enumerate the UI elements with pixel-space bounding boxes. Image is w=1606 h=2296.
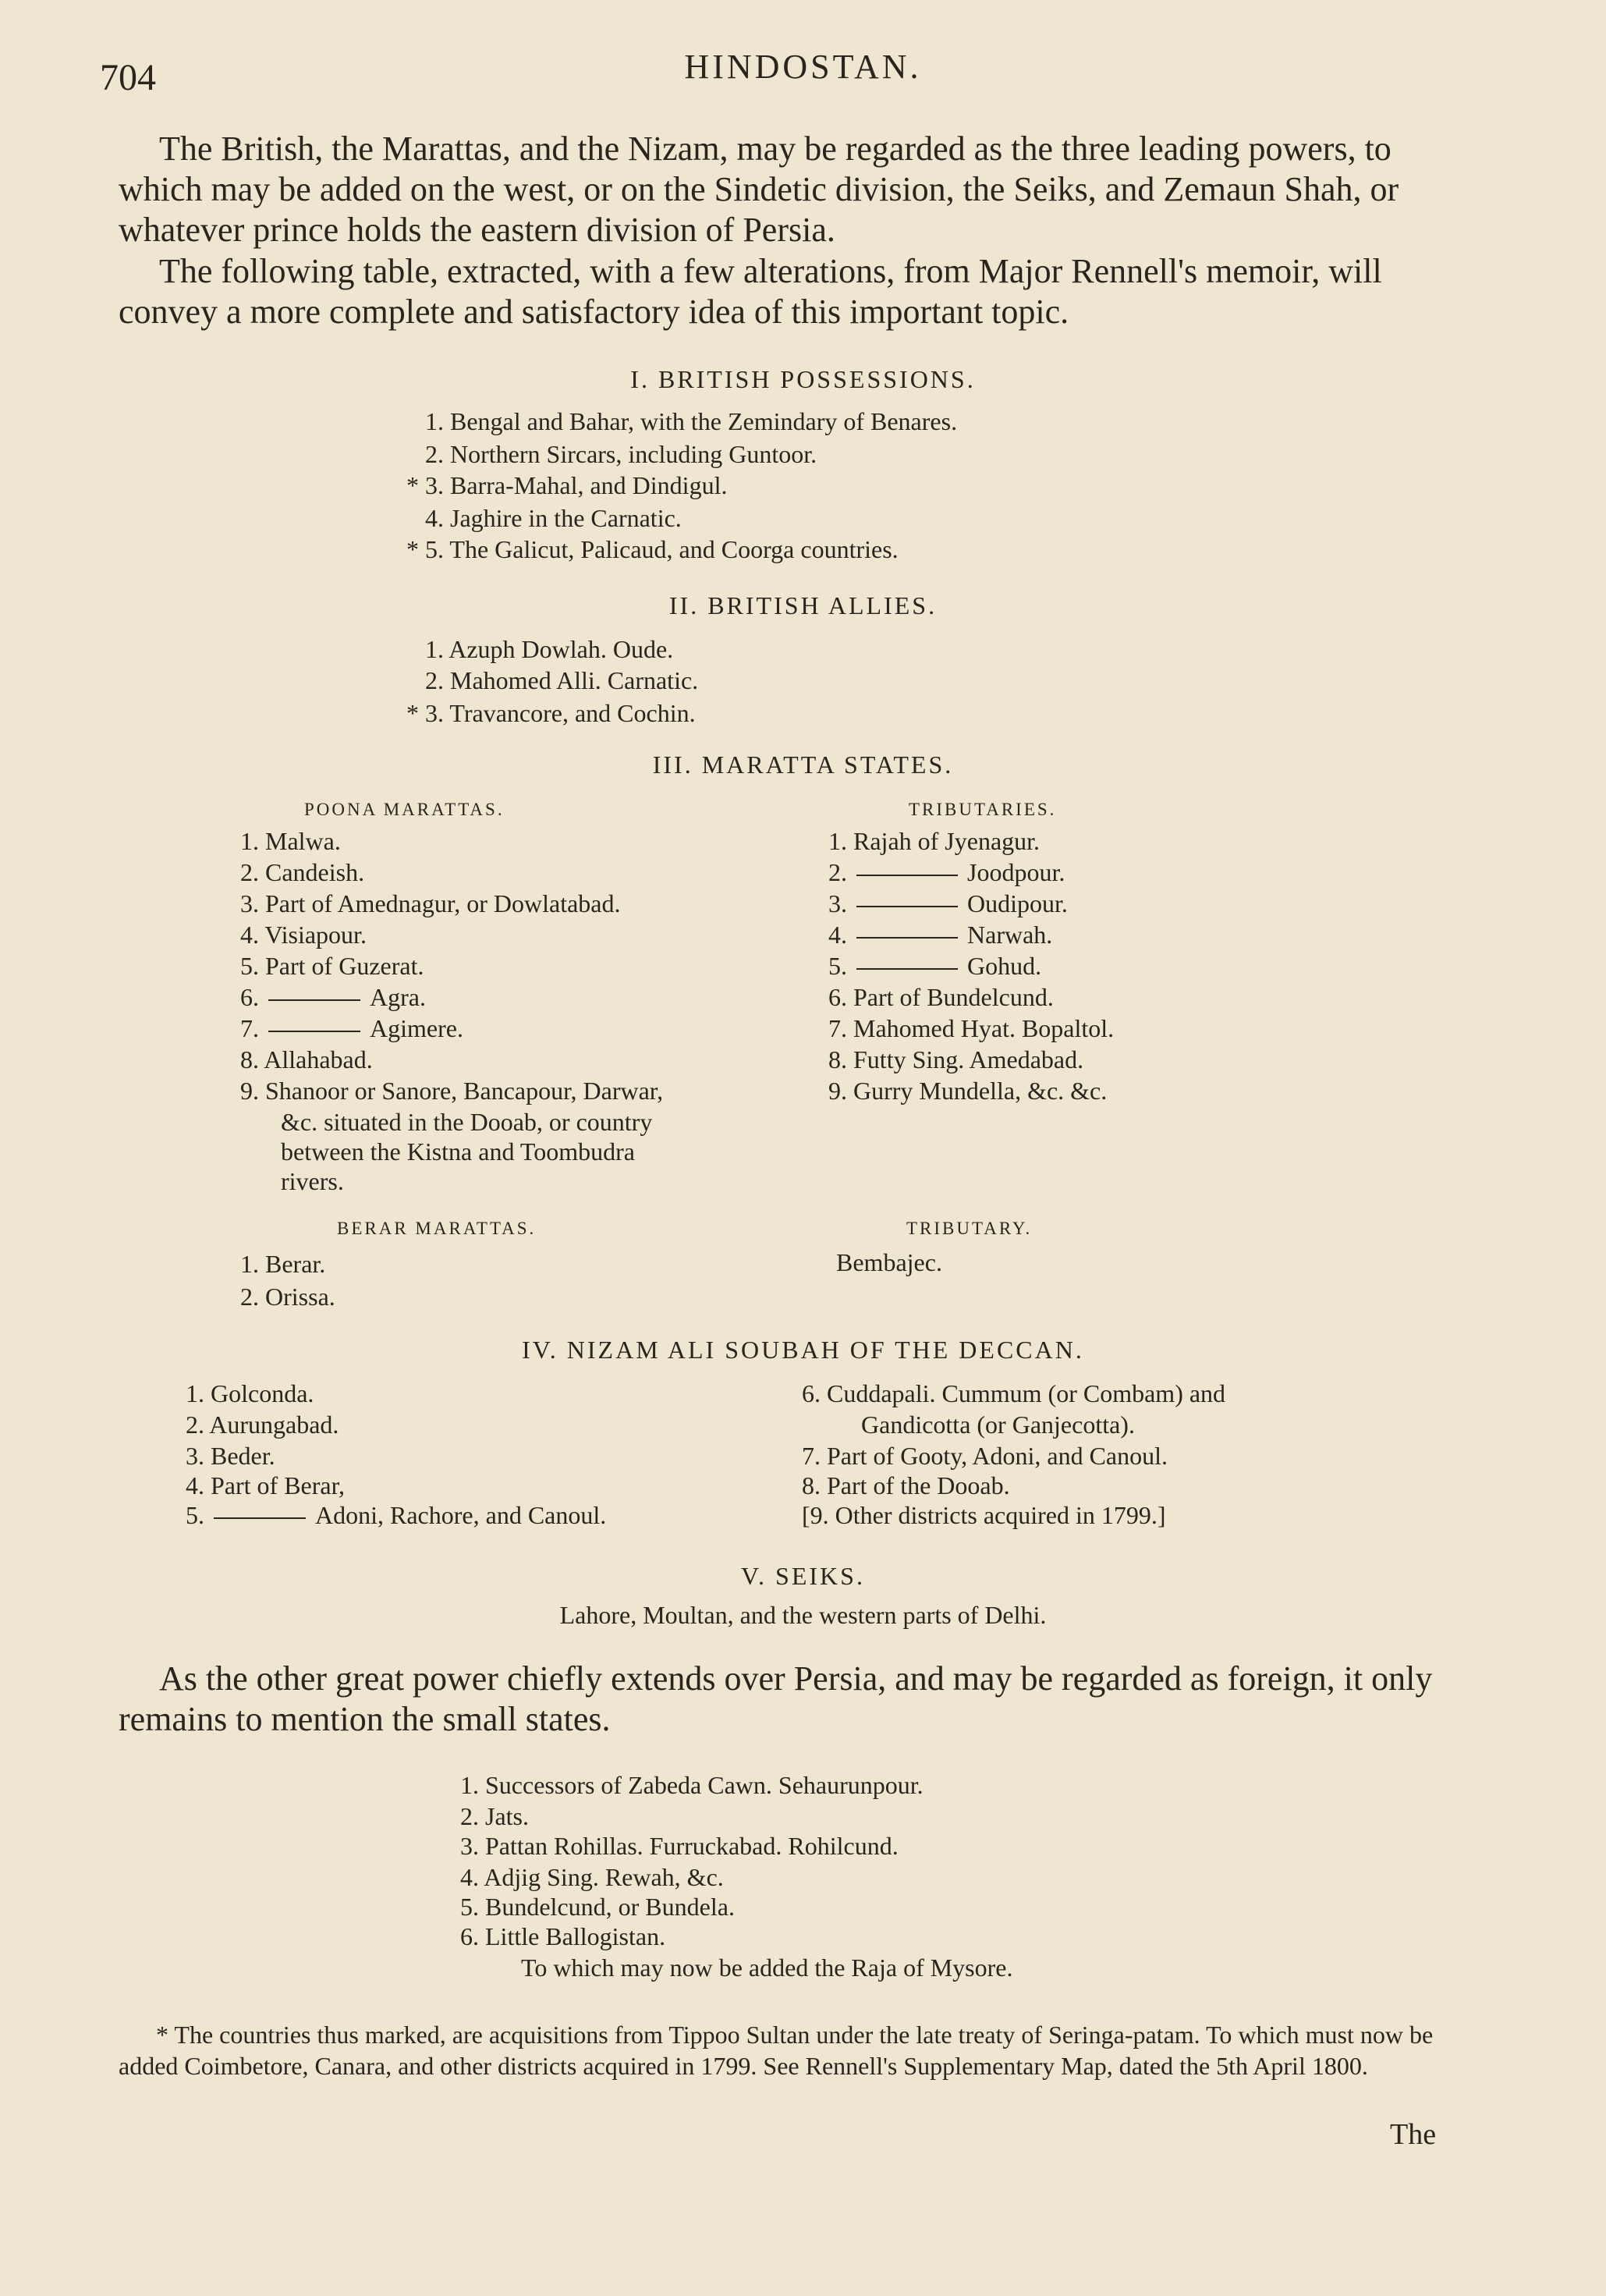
- section-heading-british-allies: II. BRITISH ALLIES.: [668, 591, 938, 619]
- intro-paragraph-2: The following table, extracted, with a few alterations, from Major Rennell's memoir, will convey a more complete and satisfactory idea of this important topic.: [119, 252, 1382, 331]
- list-item: 4. Part of Berar,: [186, 1471, 345, 1499]
- list-item: 2. Joodpour.: [828, 858, 1065, 886]
- subheading-poona-marattas: POONA MARATTAS.: [304, 800, 505, 819]
- list-item: 7. Part of Gooty, Adoni, and Canoul.: [802, 1442, 1168, 1470]
- list-item: 2. Orissa.: [240, 1283, 335, 1311]
- intro-paragraph-1: The British, the Marattas, and the Nizam, may be regarded as the three leading powers, to which may be added on the west, or on the Sindetic division, the Seiks, and Zemaun Shah, or whatever prince holds the eastern division of Persia.: [119, 130, 1399, 249]
- list-item: 6. Cuddapali. Cummum (or Combam) and: [802, 1379, 1226, 1407]
- list-item: 1. Azuph Dowlah. Oude.: [425, 635, 674, 663]
- list-item-continuation: Gandicotta (or Ganjecotta).: [861, 1411, 1135, 1439]
- list-item: 5. Part of Guzerat.: [240, 952, 424, 980]
- list-item: 1. Bengal and Bahar, with the Zemindary of Benares.: [425, 407, 958, 435]
- subheading-berar-marattas: BERAR MARATTAS.: [337, 1219, 537, 1238]
- list-item: 1. Successors of Zabeda Cawn. Sehaurunpour.: [460, 1771, 924, 1799]
- section-heading-british-possessions: I. BRITISH POSSESSIONS.: [630, 365, 976, 393]
- section-heading-seiks: V. SEIKS.: [741, 1562, 865, 1590]
- running-head: HINDOSTAN.: [684, 48, 922, 86]
- list-item: 1. Golconda.: [186, 1379, 314, 1407]
- list-item: 3. Beder.: [186, 1442, 275, 1470]
- list-item: 1. Malwa.: [240, 827, 341, 855]
- seiks-text: Lahore, Moultan, and the western parts of Delhi.: [559, 1601, 1047, 1629]
- section-heading-maratta-states: III. MARATTA STATES.: [652, 751, 954, 779]
- subheading-tributary: TRIBUTARY.: [906, 1219, 1033, 1238]
- list-item-continuation: between the Kistna and Toombudra: [281, 1137, 635, 1166]
- list-item: 9. Shanoor or Sanore, Bancapour, Darwar,: [240, 1077, 664, 1105]
- small-states-addendum: To which may now be added the Raja of Mysore.: [521, 1954, 1013, 1982]
- list-item-continuation: &c. situated in the Dooab, or country: [281, 1108, 653, 1136]
- section-heading-nizam: IV. NIZAM ALI SOUBAH OF THE DECCAN.: [522, 1336, 1084, 1364]
- tributary-text: Bembajec.: [836, 1248, 942, 1276]
- list-item: * 3. Barra-Mahal, and Dindigul.: [406, 471, 728, 499]
- footnote: * The countries thus marked, are acquisitions from Tippoo Sultan under the late treaty of Seringa-patam. To which must now be added Coimbetore, Canara, and other districts acquired in 1799. See Rennell's Supplementary Map, dated the 5th April 1800.: [119, 2021, 1434, 2080]
- list-item: 1. Rajah of Jyenagur.: [828, 827, 1041, 855]
- list-item: 4. Jaghire in the Carnatic.: [425, 504, 682, 532]
- list-item: 8. Allahabad.: [240, 1045, 373, 1073]
- subheading-tributaries: TRIBUTARIES.: [909, 800, 1057, 819]
- list-item: 2. Jats.: [460, 1802, 529, 1830]
- page-number: 704: [100, 57, 156, 98]
- list-item: 7. Mahomed Hyat. Bopaltol.: [828, 1014, 1115, 1042]
- list-item: * 5. The Galicut, Palicaud, and Coorga countries.: [406, 535, 899, 563]
- list-item: 2. Mahomed Alli. Carnatic.: [425, 666, 699, 694]
- list-item: 5. Gohud.: [828, 952, 1042, 980]
- list-item-continuation: rivers.: [281, 1167, 344, 1195]
- list-item: 4. Visiapour.: [240, 921, 367, 949]
- list-item: 5. Adoni, Rachore, and Canoul.: [186, 1501, 607, 1529]
- list-item: 6. Part of Bundelcund.: [828, 983, 1054, 1011]
- list-item: 8. Part of the Dooab.: [802, 1471, 1010, 1499]
- list-item: 9. Gurry Mundella, &c. &c.: [828, 1077, 1108, 1105]
- list-item: 1. Berar.: [240, 1250, 326, 1278]
- list-item: 4. Narwah.: [828, 921, 1053, 949]
- list-item: 6. Agra.: [240, 983, 426, 1011]
- list-item: 3. Part of Amednagur, or Dowlatabad.: [240, 889, 621, 917]
- list-item: 3. Pattan Rohillas. Furruckabad. Rohilcund.: [460, 1832, 899, 1860]
- list-item: [9. Other districts acquired in 1799.]: [802, 1501, 1166, 1529]
- list-item: 3. Oudipour.: [828, 889, 1068, 917]
- list-item: 2. Candeish.: [240, 858, 365, 886]
- list-item: 7. Agimere.: [240, 1014, 463, 1042]
- list-item: 2. Northern Sircars, including Guntoor.: [425, 440, 817, 468]
- list-item: 5. Bundelcund, or Bundela.: [460, 1893, 735, 1921]
- outro-paragraph: As the other great power chiefly extends over Persia, and may be regarded as foreign, it only remains to mention the small states.: [119, 1659, 1433, 1738]
- list-item: 4. Adjig Sing. Rewah, &c.: [460, 1863, 724, 1891]
- list-item: 6. Little Ballogistan.: [460, 1922, 666, 1950]
- list-item: 8. Futty Sing. Amedabad.: [828, 1045, 1084, 1073]
- list-item: 2. Aurungabad.: [186, 1411, 339, 1439]
- list-item: * 3. Travancore, and Cochin.: [406, 699, 696, 727]
- catchword: The: [1390, 2118, 1437, 2151]
